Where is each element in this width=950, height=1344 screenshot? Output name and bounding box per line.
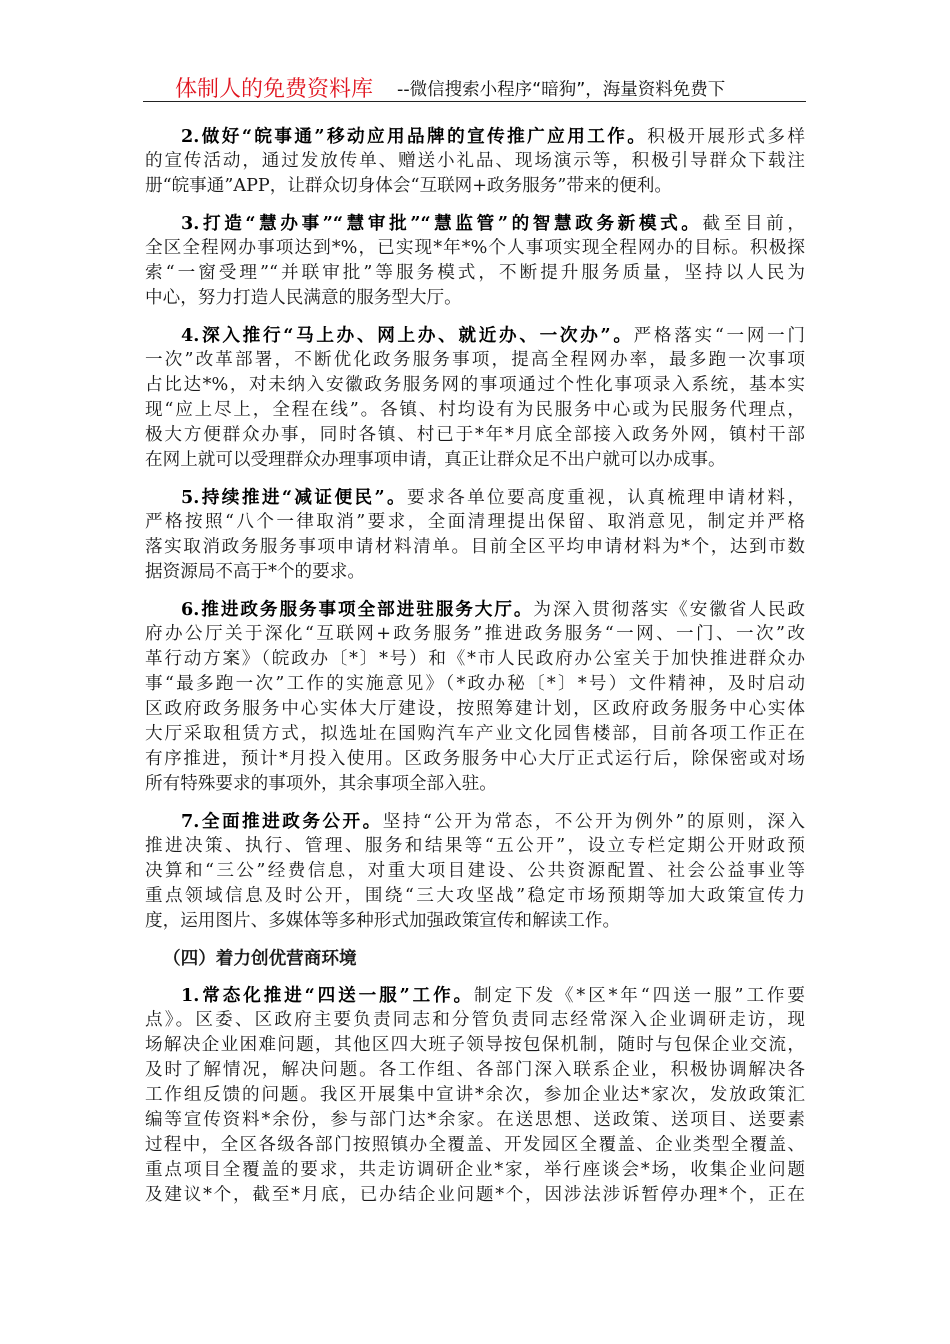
paragraph-line (145, 834, 805, 859)
paragraph-line (145, 535, 805, 560)
paragraph-line (145, 211, 805, 236)
paragraph-line (145, 884, 805, 909)
paragraph-line (145, 560, 805, 585)
paragraph-line (145, 236, 805, 261)
paragraph-text: 索“一窗受理”“并联审批”等服务模式，不断提升服务质量，坚持以人民为 (145, 263, 805, 283)
paragraph-line (145, 423, 805, 448)
paragraph-text: 编等宣传资料*余份，参与部门达*余家。在送思想、送政策、送项目、送要素 (145, 1110, 805, 1130)
paragraph-line (145, 373, 805, 398)
paragraph-text: 有序推进，预计*月投入使用。区政务服务中心大厅正式运行后，除保密或对场 (145, 749, 805, 769)
paragraph-text: 册“皖事通”APP，让群众切身体会“互联网+政务服务”带来的便利。 (145, 176, 672, 196)
paragraph-text: 据资源局不高于*个的要求。 (145, 562, 365, 582)
paragraph-line (145, 174, 805, 199)
paragraph-line (145, 1158, 805, 1183)
paragraph-line (145, 286, 805, 311)
paragraph-text: 推进决策、执行、管理、服务和结果等“五公开”，设立专栏定期公开财政预 (145, 836, 805, 856)
paragraph-text: 坚持“公开为常态，不公开为例外”的原则，深入 (382, 812, 805, 832)
page-header (143, 70, 806, 102)
paragraph-text: 工作组反馈的问题。我区开展集中宣讲*余次，参加企业达*家次，发放政策汇 (145, 1085, 805, 1105)
paragraph-text: 全区全程网办事项达到*%，已实现*年*%个人事项实现全程网办的目标。积极探 (145, 238, 805, 258)
paragraph (145, 809, 805, 934)
paragraph-line (145, 622, 805, 647)
paragraph-text: 积极开展形式多样 (647, 127, 805, 147)
paragraph-text: 严格按照“八个一律取消”要求，全面清理提出保留、取消意见，制定并严格 (145, 512, 805, 532)
paragraph-line (145, 149, 805, 174)
paragraph-text: 重点领域信息及时公开，围绕“三大攻坚战”稳定市场预期等加大政策宣传力 (145, 886, 805, 906)
paragraph-text: 场解决企业困难问题，其他区四大班子领导按包保机制，随时与包保企业交流， (145, 1035, 805, 1055)
paragraph-text: 过程中，全区各级各部门按照镇办全覆盖、开发园区全覆盖、企业类型全覆盖、 (145, 1135, 805, 1155)
paragraph-lead: 1.常态化推进“四送一服”工作。 (181, 985, 475, 1006)
paragraph-line (145, 323, 805, 348)
paragraph-text: 事“最多跑一次”工作的实施意见》（*政办秘〔*〕*号）文件精神，及时启动 (145, 674, 805, 694)
paragraph (145, 597, 805, 797)
paragraph (145, 323, 805, 473)
paragraph-line (145, 1033, 805, 1058)
paragraph-line (145, 722, 805, 747)
paragraph-line (145, 398, 805, 423)
paragraph-text: 要求各单位要高度重视，认真梳理申请材料， (407, 488, 805, 508)
paragraph-line (145, 672, 805, 697)
paragraph-text: 中心，努力打造人民满意的服务型大厅。 (145, 288, 462, 308)
paragraph-line (145, 348, 805, 373)
paragraph-line (145, 485, 805, 510)
paragraph-text: 重点项目全覆盖的要求，共走访调研企业*家，举行座谈会*场，收集企业问题 (145, 1160, 805, 1180)
paragraph-text: 所有特殊要求的事项外，其余事项全部入驻。 (145, 774, 497, 794)
paragraph-text: 度，运用图片、多媒体等多种形式加强政策宣传和解读工作。 (145, 911, 621, 931)
paragraph-line (145, 772, 805, 797)
section-heading: （四）着力创优营商环境 (163, 948, 357, 969)
paragraph-lead: 5.持续推进“减证便民”。 (181, 487, 408, 508)
paragraph-lead: 3.打造“慧办事”“慧审批”“慧监管”的智慧政务新模式。 (181, 213, 703, 234)
paragraph (145, 211, 805, 311)
header-brand: 体制人的免费资料库 (175, 77, 374, 102)
header-slogan: --微信搜索小程序“暗狗”，海量资料免费下 (397, 80, 726, 100)
paragraph-text: 严格落实“一网一门 (633, 326, 806, 346)
paragraph-text: 一次”改革部署，不断优化政务服务事项，提高全程网办率，最多跑一次事项 (145, 350, 805, 370)
paragraph-line (145, 983, 805, 1008)
paragraph-line (145, 697, 805, 722)
paragraph (145, 124, 805, 199)
paragraph (145, 485, 805, 585)
paragraph-lead: 2.做好“皖事通”移动应用品牌的宣传推广应用工作。 (181, 126, 648, 147)
paragraph-line (145, 261, 805, 286)
paragraph-line (145, 747, 805, 772)
paragraph-text: 极大方便群众办事，同时各镇、村已于*年*月底全部接入政务外网，镇村干部 (145, 425, 805, 445)
paragraph-text: 制定下发《*区*年“四送一服”工作要 (474, 986, 805, 1006)
paragraph-lead: 7.全面推进政务公开。 (181, 811, 383, 832)
paragraph-text: 决算和“三公”经费信息，对重大项目建设、公共资源配置、社会公益事业等 (145, 861, 805, 881)
paragraph-text: 的宣传活动，通过发放传单、赠送小礼品、现场演示等，积极引导群众下载注 (145, 151, 805, 171)
paragraph-text: 府办公厅关于深化“互联网+政务服务”推进政务服务“一网、一门、一次”改 (145, 624, 805, 644)
paragraph (145, 983, 805, 1208)
paragraph-text: 为深入贯彻落实《安徽省人民政 (533, 600, 805, 620)
paragraph-line (145, 1133, 805, 1158)
paragraph-line (145, 809, 805, 834)
paragraph-line (145, 510, 805, 535)
paragraph-text: 及时了解情况，解决问题。各工作组、各部门深入联系企业，积极协调解决各 (145, 1060, 805, 1080)
paragraph-line (145, 1083, 805, 1108)
paragraph-line (145, 1008, 805, 1033)
paragraph-line (145, 448, 805, 473)
paragraph-text: 落实取消政务服务事项申请材料清单。目前全区平均申请材料为*个，达到市数 (145, 537, 805, 557)
paragraph-text: 点》。区委、区政府主要负责同志和分管负责同志经常深入企业调研走访，现 (145, 1010, 805, 1030)
paragraph-text: 现“应上尽上，全程在线”。各镇、村均设有为民服务中心或为民服务代理点， (145, 400, 805, 420)
paragraph-text: 区政府政务服务中心实体大厅建设，按照筹建计划，区政府政务服务中心实体 (145, 699, 805, 719)
paragraph-line (145, 909, 805, 934)
paragraph-line (145, 1058, 805, 1083)
paragraph-text: 截至目前， (702, 214, 805, 234)
paragraph-text: 在网上就可以受理群众办理事项申请，真正让群众足不出户就可以办成事。 (145, 450, 726, 470)
paragraph-lead: 6.推进政务服务事项全部进驻服务大厅。 (181, 599, 534, 620)
paragraph-text: 及建议*个，截至*月底，已办结企业问题*个，因涉法涉诉暂停办理*个，正在 (145, 1185, 805, 1205)
paragraph-line (145, 124, 805, 149)
document-body (145, 124, 805, 1220)
paragraph-lead: 4.深入推行“马上办、网上办、就近办、一次办”。 (181, 325, 634, 346)
paragraph-line (145, 597, 805, 622)
paragraph-line (145, 1183, 805, 1208)
paragraph-text: 革行动方案》（皖政办〔*〕*号）和《*市人民政府办公室关于加快推进群众办 (145, 649, 805, 669)
paragraph-line (145, 859, 805, 884)
paragraph-text: 占比达*%，对未纳入安徽政务服务网的事项通过个性化事项录入系统，基本实 (145, 375, 805, 395)
paragraph-text: 大厅采取租赁方式，拟选址在国购汽车产业文化园售楼部，目前各项工作正在 (145, 724, 805, 744)
paragraph-line (145, 647, 805, 672)
paragraph-line (145, 1108, 805, 1133)
